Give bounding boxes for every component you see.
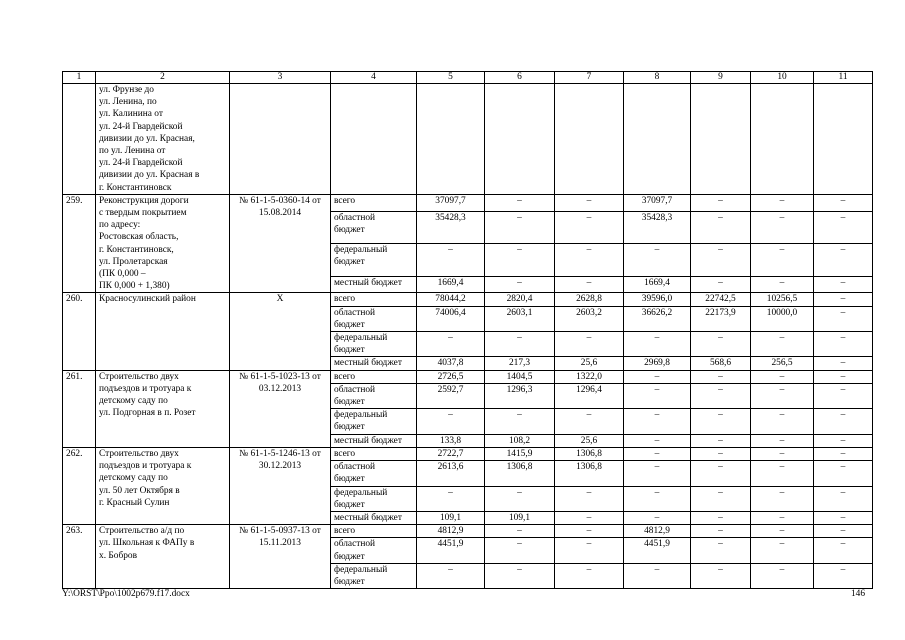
continuation-row [63, 84, 873, 195]
funding-source-cell: областной бюджет [331, 383, 417, 408]
value-cell: 10000,0 [751, 306, 814, 331]
object-name-cell: ул. Фрунзе до ул. Ленина, по ул. Калинина от ул. 24-й Гвардейской дивизии до ул. Красная, по ул. Ленина от ул. 24-й Гвардейской дивизии до ул. Красная в г. Константиновск [96, 84, 230, 195]
value-cell: – [751, 370, 814, 383]
budget-table [62, 71, 873, 589]
value-cell: 4451,9 [624, 538, 691, 563]
value-cell: – [555, 244, 624, 276]
value-cell: – [691, 244, 751, 276]
value-cell: – [485, 525, 555, 538]
row-number-cell: 259. [63, 194, 96, 293]
document-cell: № 61-1-5-1023-13 от 03.12.2013 [230, 370, 331, 447]
value-cell: – [555, 525, 624, 538]
value-cell: – [814, 434, 873, 447]
value-cell: 2722,7 [417, 447, 485, 460]
value-cell: – [814, 194, 873, 211]
value-cell: – [691, 563, 751, 588]
value-cell: 4812,9 [417, 525, 485, 538]
value-cell: – [751, 383, 814, 408]
value-cell: 133,8 [417, 434, 485, 447]
value-cell: – [555, 332, 624, 357]
row-number-cell: 262. [63, 447, 96, 524]
column-header: 4 [331, 72, 417, 84]
value-cell: – [417, 244, 485, 276]
value-cell: – [751, 486, 814, 511]
value-cell: 1306,8 [485, 461, 555, 486]
value-cell: – [814, 306, 873, 331]
value-cell: – [417, 409, 485, 434]
funding-source-cell: всего [331, 370, 417, 383]
value-cell: – [751, 332, 814, 357]
value-cell: – [624, 461, 691, 486]
value-cell: – [691, 511, 751, 524]
funding-source-cell: федеральный бюджет [331, 244, 417, 276]
value-cell: – [485, 563, 555, 588]
funding-source-cell: областной бюджет [331, 306, 417, 331]
funding-source-cell: местный бюджет [331, 357, 417, 370]
funding-source-cell: областной бюджет [331, 538, 417, 563]
column-header: 3 [230, 72, 331, 84]
value-cell: – [751, 538, 814, 563]
document-cell: X [230, 293, 331, 370]
document-cell: № 61-1-5-0937-13 от 15.11.2013 [230, 525, 331, 589]
funding-source-cell: областной бюджет [331, 461, 417, 486]
row-number-cell [63, 84, 96, 195]
funding-source-cell: всего [331, 293, 417, 306]
value-cell: – [624, 563, 691, 588]
table-row [63, 293, 873, 306]
funding-source-cell [331, 84, 417, 195]
value-cell: 1415,9 [485, 447, 555, 460]
value-cell: – [751, 434, 814, 447]
page-number: 146 [850, 589, 865, 599]
value-cell: 109,1 [417, 511, 485, 524]
value-cell: 2592,7 [417, 383, 485, 408]
value-cell: 2726,5 [417, 370, 485, 383]
funding-source-cell: федеральный бюджет [331, 563, 417, 588]
value-cell: – [751, 194, 814, 211]
object-name-cell: Красносулинский район [96, 293, 230, 370]
column-header: 9 [691, 72, 751, 84]
value-cell: – [751, 447, 814, 460]
funding-source-cell: областной бюджет [331, 211, 417, 243]
value-cell: 568,6 [691, 357, 751, 370]
value-cell: 1296,3 [485, 383, 555, 408]
object-name-cell: Реконструкция дороги с твердым покрытием по адресу: Ростовская область, г. Константиновск, ул. Пролетарская (ПК 0,000 – ПК 0,000 + 1,380) [96, 194, 230, 293]
document-cell: № 61-1-5-1246-13 от 30.12.2013 [230, 447, 331, 524]
value-cell: 108,2 [485, 434, 555, 447]
table-body [63, 72, 873, 589]
value-cell: 2628,8 [555, 293, 624, 306]
value-cell: 37097,7 [417, 194, 485, 211]
value-cell: – [555, 211, 624, 243]
column-header: 1 [63, 72, 96, 84]
value-cell: 2603,2 [555, 306, 624, 331]
value-cell: 4812,9 [624, 525, 691, 538]
value-cell: – [624, 447, 691, 460]
value-cell: – [814, 211, 873, 243]
value-cell: 39596,0 [624, 293, 691, 306]
value-cell: 22742,5 [691, 293, 751, 306]
value-cell: – [814, 563, 873, 588]
value-cell: – [751, 461, 814, 486]
value-cell: – [691, 538, 751, 563]
value-cell: 1322,0 [555, 370, 624, 383]
funding-source-cell: местный бюджет [331, 434, 417, 447]
value-cell: – [555, 511, 624, 524]
funding-source-cell: всего [331, 447, 417, 460]
value-cell [417, 84, 485, 195]
value-cell [814, 84, 873, 195]
value-cell: – [417, 332, 485, 357]
object-name-cell: Строительство а/д по ул. Школьная к ФАПу в х. Бобров [96, 525, 230, 589]
value-cell: – [417, 563, 485, 588]
value-cell: 2613,6 [417, 461, 485, 486]
document-cell: № 61-1-5-0360-14 от 15.08.2014 [230, 194, 331, 293]
value-cell: – [624, 409, 691, 434]
object-name-cell: Строительство двух подъездов и тротуара к детскому саду по ул. 50 лет Октября в г. Красный Сулин [96, 447, 230, 524]
value-cell: 256,5 [751, 357, 814, 370]
value-cell: – [751, 511, 814, 524]
value-cell: – [691, 525, 751, 538]
value-cell: 217,3 [485, 357, 555, 370]
value-cell: 4451,9 [417, 538, 485, 563]
value-cell: – [691, 211, 751, 243]
value-cell: – [814, 383, 873, 408]
value-cell: – [485, 538, 555, 563]
value-cell: 74006,4 [417, 306, 485, 331]
table-row [63, 447, 873, 460]
column-header: 6 [485, 72, 555, 84]
value-cell: – [624, 486, 691, 511]
value-cell: – [814, 486, 873, 511]
document-cell [230, 84, 331, 195]
value-cell: 78044,2 [417, 293, 485, 306]
value-cell: – [691, 447, 751, 460]
value-cell: – [691, 461, 751, 486]
value-cell: – [624, 434, 691, 447]
row-number-cell: 260. [63, 293, 96, 370]
funding-source-cell: федеральный бюджет [331, 486, 417, 511]
value-cell: – [814, 332, 873, 357]
value-cell: – [555, 409, 624, 434]
value-cell: – [555, 538, 624, 563]
value-cell: – [485, 244, 555, 276]
value-cell: 2969,8 [624, 357, 691, 370]
value-cell: – [624, 383, 691, 408]
value-cell [751, 84, 814, 195]
value-cell: – [751, 525, 814, 538]
value-cell: – [691, 370, 751, 383]
value-cell: 36626,2 [624, 306, 691, 331]
value-cell: 22173,9 [691, 306, 751, 331]
value-cell: – [814, 511, 873, 524]
value-cell: – [624, 332, 691, 357]
value-cell: 35428,3 [624, 211, 691, 243]
value-cell: 1306,8 [555, 447, 624, 460]
value-cell [691, 84, 751, 195]
column-header: 11 [814, 72, 873, 84]
value-cell: 4037,8 [417, 357, 485, 370]
value-cell: – [691, 383, 751, 408]
row-number-cell: 261. [63, 370, 96, 447]
funding-source-cell: местный бюджет [331, 511, 417, 524]
value-cell: – [691, 409, 751, 434]
row-number-cell: 263. [63, 525, 96, 589]
value-cell: 10256,5 [751, 293, 814, 306]
funding-source-cell: всего [331, 194, 417, 211]
funding-source-cell: федеральный бюджет [331, 332, 417, 357]
value-cell: 1669,4 [624, 276, 691, 293]
value-cell: – [624, 244, 691, 276]
value-cell: – [485, 276, 555, 293]
value-cell: – [751, 276, 814, 293]
value-cell: 1404,5 [485, 370, 555, 383]
value-cell: – [555, 194, 624, 211]
value-cell [624, 84, 691, 195]
value-cell: – [485, 486, 555, 511]
table-row [63, 525, 873, 538]
value-cell: – [555, 276, 624, 293]
value-cell: – [814, 461, 873, 486]
value-cell: – [814, 525, 873, 538]
value-cell [485, 84, 555, 195]
funding-source-cell: местный бюджет [331, 276, 417, 293]
funding-source-cell: всего [331, 525, 417, 538]
value-cell: 1306,8 [555, 461, 624, 486]
value-cell: – [814, 538, 873, 563]
value-cell: – [814, 293, 873, 306]
value-cell: 1669,4 [417, 276, 485, 293]
value-cell: – [485, 332, 555, 357]
value-cell: 1296,4 [555, 383, 624, 408]
value-cell [555, 84, 624, 195]
value-cell: – [814, 409, 873, 434]
value-cell: – [814, 370, 873, 383]
column-number-header-row [63, 72, 873, 84]
value-cell: 25,6 [555, 357, 624, 370]
object-name-cell: Строительство двух подъездов и тротуара к детскому саду по ул. Подгорная в п. Розет [96, 370, 230, 447]
value-cell: – [624, 370, 691, 383]
file-path: Y:\ORST\Ppo\1002p679.f17.docx [62, 589, 190, 599]
value-cell: – [751, 409, 814, 434]
value-cell: – [485, 194, 555, 211]
value-cell: 2820,4 [485, 293, 555, 306]
value-cell: – [691, 486, 751, 511]
column-header: 2 [96, 72, 230, 84]
value-cell: – [691, 332, 751, 357]
value-cell: – [814, 357, 873, 370]
table-row [63, 194, 873, 211]
funding-source-cell: федеральный бюджет [331, 409, 417, 434]
column-header: 5 [417, 72, 485, 84]
value-cell: – [555, 486, 624, 511]
value-cell: – [814, 276, 873, 293]
value-cell: – [691, 276, 751, 293]
column-header: 7 [555, 72, 624, 84]
value-cell: 2603,1 [485, 306, 555, 331]
column-header: 10 [751, 72, 814, 84]
value-cell: 37097,7 [624, 194, 691, 211]
table-row [63, 370, 873, 383]
value-cell: – [814, 244, 873, 276]
value-cell: 35428,3 [417, 211, 485, 243]
value-cell: – [751, 211, 814, 243]
value-cell: – [485, 211, 555, 243]
value-cell: 109,1 [485, 511, 555, 524]
value-cell: – [691, 194, 751, 211]
value-cell: – [751, 563, 814, 588]
value-cell: – [751, 244, 814, 276]
value-cell: 25,6 [555, 434, 624, 447]
value-cell: – [555, 563, 624, 588]
value-cell: – [624, 511, 691, 524]
value-cell: – [814, 447, 873, 460]
value-cell: – [691, 434, 751, 447]
value-cell: – [417, 486, 485, 511]
column-header: 8 [624, 72, 691, 84]
value-cell: – [485, 409, 555, 434]
